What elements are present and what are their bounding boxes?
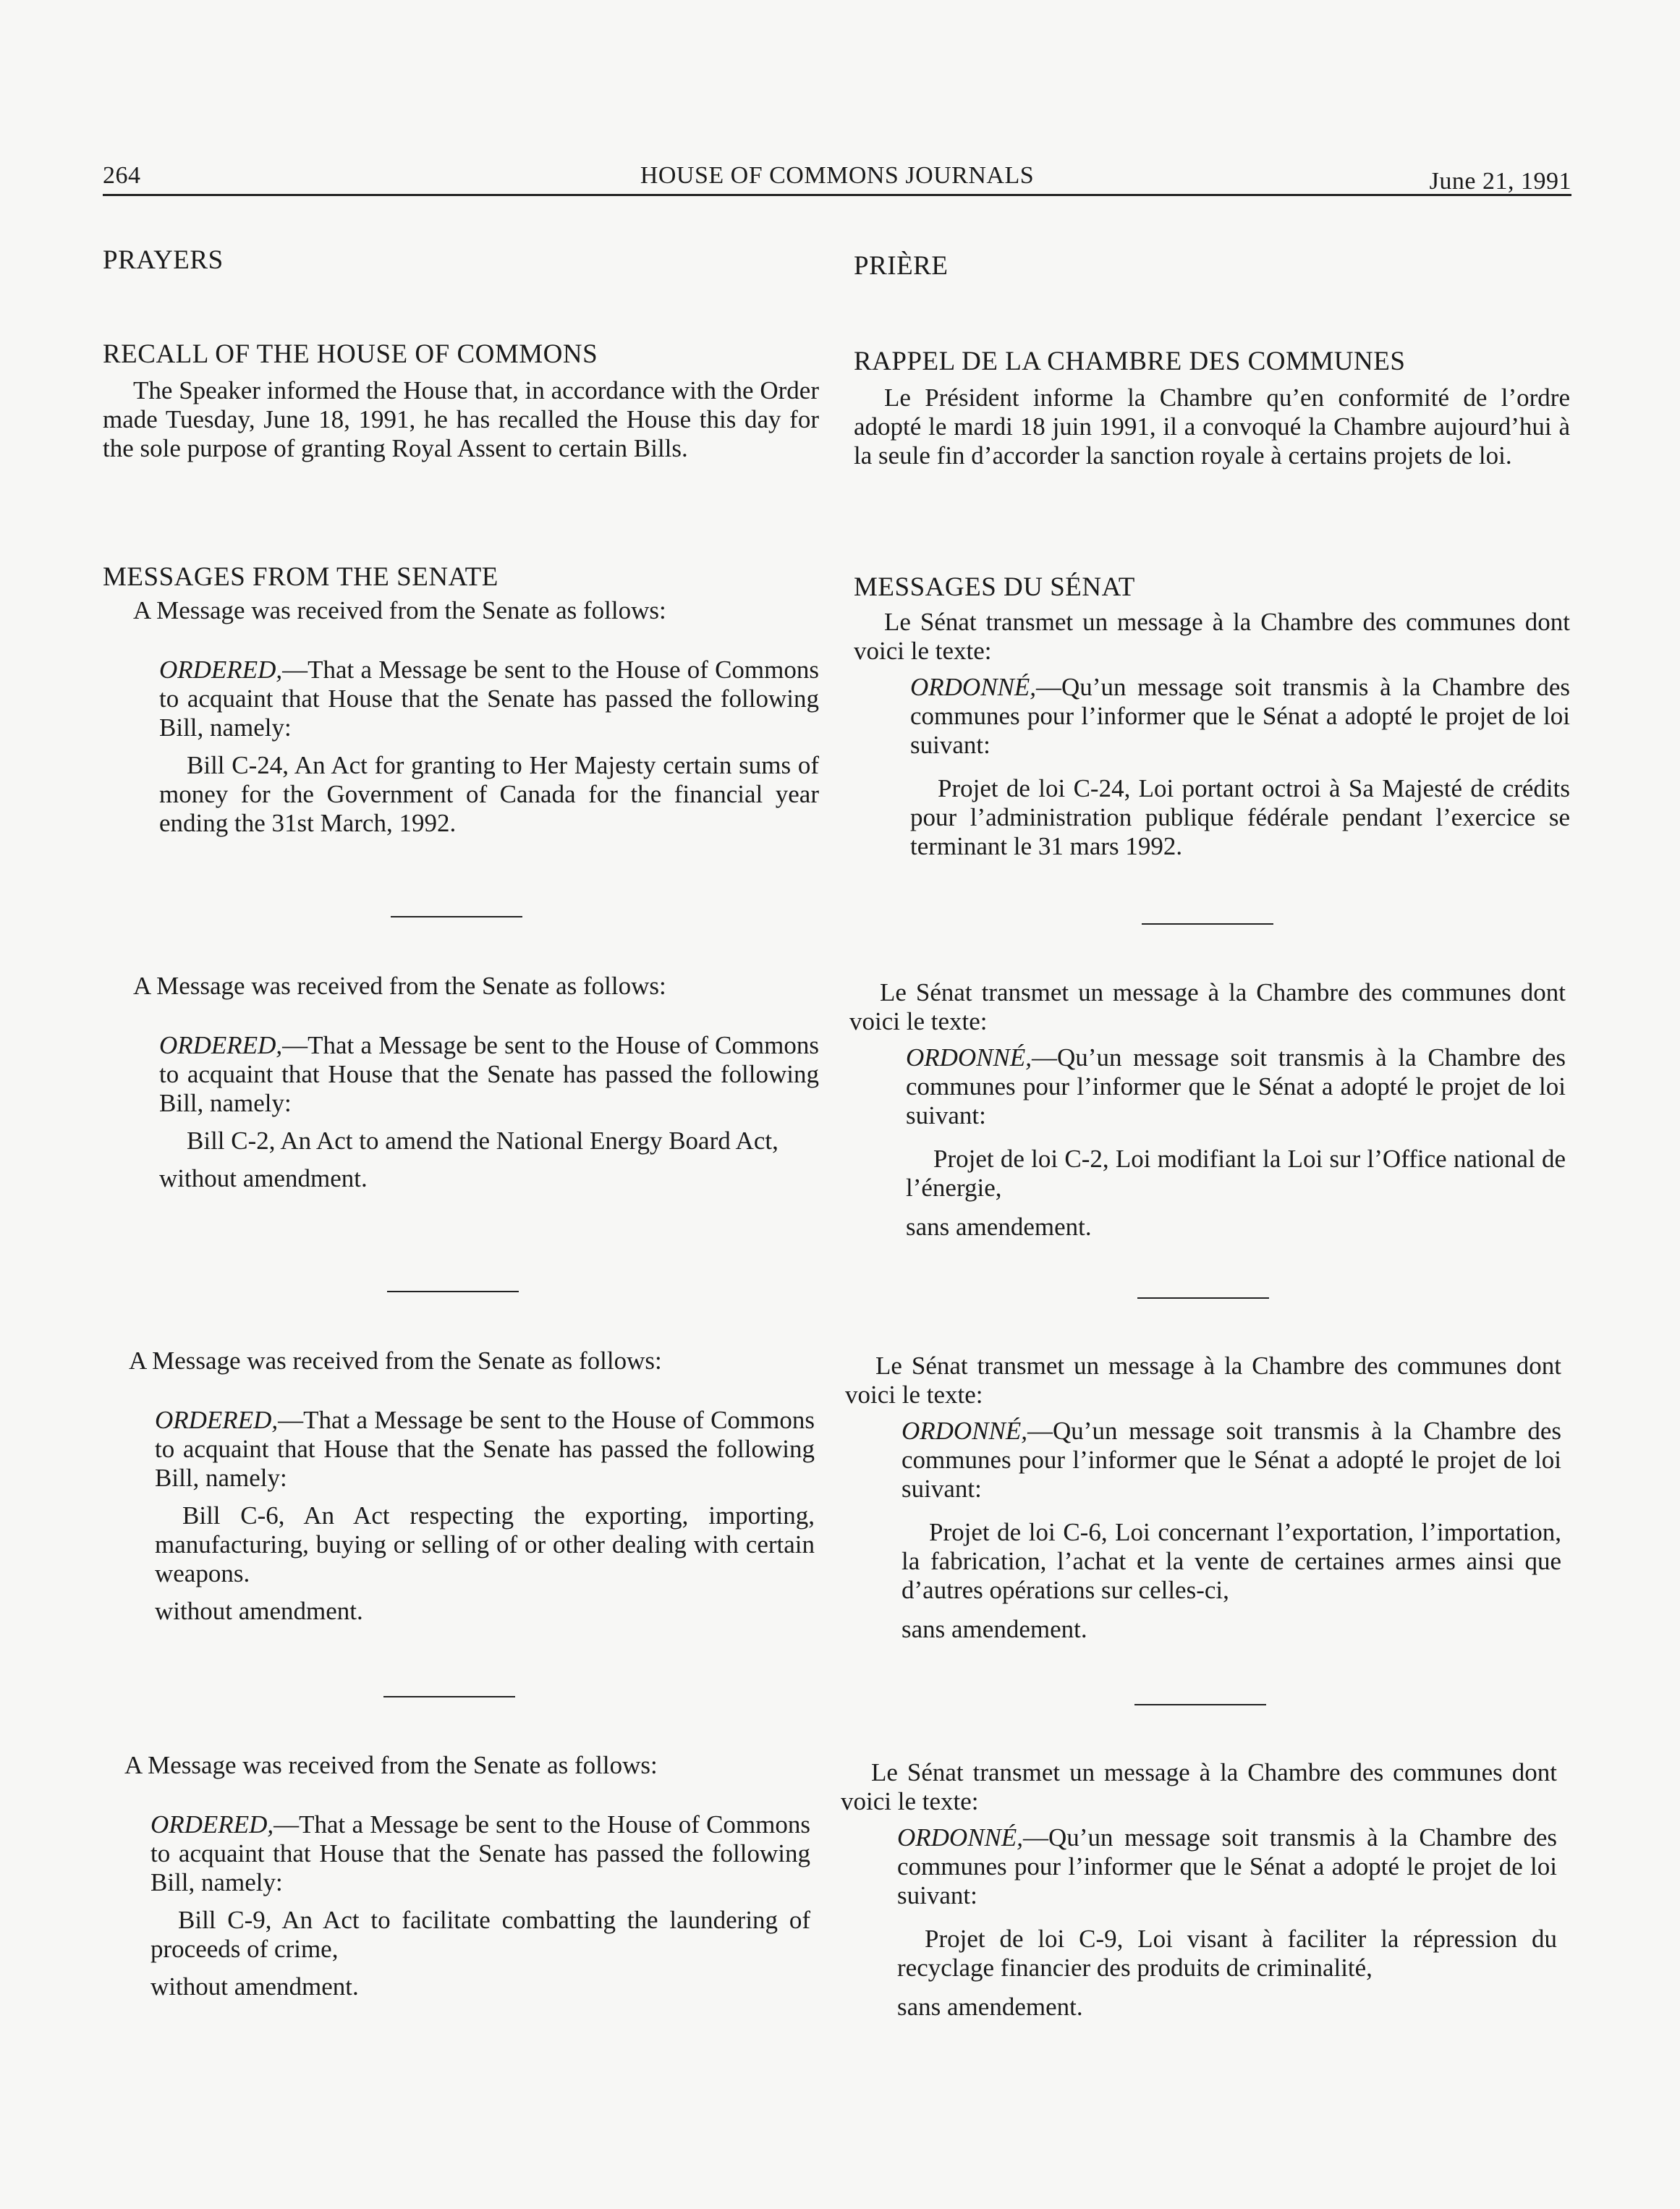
- english-message-2-bill: Bill C-2, An Act to amend the National Energy Board Act,: [187, 1127, 779, 1155]
- french-message-3-intro: Le Sénat transmet un message à la Chambre des communes dont voici le texte:: [845, 1352, 1561, 1409]
- french-message-1-bill: Projet de loi C-24, Loi portant octroi à Sa Majesté de crédits pour l’administration publique fédérale pendant l’exercice se terminant le 31 mars 1992.: [910, 774, 1570, 860]
- english-prayers-block: [103, 246, 819, 275]
- french-recall-text: Le Président informe la Chambre qu’en conformité de l’ordre adopté le mardi 18 juin 1991, il a convoqué la Chambre aujourd’hui à la seule fin d’accorder la sanction royale à certains projets de loi.: [854, 383, 1570, 470]
- ordered-text: —That a Message be sent to the House of Commons to acquaint that House that the Senate has passed the following Bill, namely:: [159, 656, 819, 742]
- english-message-4-ordered: [94, 1810, 810, 1897]
- ordered-label: ORDERED,: [150, 1810, 274, 1839]
- english-prayers-heading: PRAYERS: [103, 245, 224, 275]
- english-message-4-intro: A Message was received from the Senate as follows:: [124, 1751, 658, 1779]
- french-messages-heading: MESSAGES DU SÉNAT: [854, 572, 1135, 602]
- french-recall-block: [854, 347, 1570, 470]
- french-message-2: [849, 978, 1566, 1242]
- ordonne-label: ORDONNÉ,: [901, 1417, 1028, 1445]
- ordonne-label: ORDONNÉ,: [910, 673, 1037, 701]
- french-recall-heading: RAPPEL DE LA CHAMBRE DES COMMUNES: [854, 347, 1406, 376]
- english-message-2-ordered: [103, 1031, 819, 1118]
- french-message-2-intro: Le Sénat transmet un message à la Chambre des communes dont voici le texte:: [849, 978, 1566, 1035]
- english-message-2: [103, 972, 819, 1193]
- ordonne-label: ORDONNÉ,: [906, 1043, 1032, 1072]
- english-message-3: [98, 1347, 815, 1626]
- journal-date: June 21, 1991: [1429, 168, 1571, 195]
- english-message-3-ordered: [98, 1406, 815, 1493]
- english-recall-block: [103, 340, 819, 463]
- english-message-2-tail: without amendment.: [159, 1164, 368, 1192]
- french-message-1-ordered: [854, 673, 1570, 760]
- section-divider: [383, 1696, 515, 1697]
- section-divider: [1134, 1704, 1266, 1705]
- english-message-1-ordered: [103, 656, 819, 742]
- english-recall-heading: RECALL OF THE HOUSE OF COMMONS: [103, 339, 598, 369]
- french-message-3-bill: Projet de loi C-6, Loi concernant l’exportation, l’importation, la fabrication, l’achat et la vente de certaines armes ainsi que d’autres opérations sur celles-ci,: [901, 1518, 1561, 1604]
- french-message-2-tail: sans amendement.: [906, 1213, 1092, 1241]
- english-recall-text: The Speaker informed the House that, in accordance with the Order made Tuesday, June 18, 1991, he has recalled the House this day for the sole purpose of granting Royal Assent to certain Bills.: [103, 376, 819, 462]
- section-divider: [391, 916, 522, 917]
- french-message-4-bill: Projet de loi C-9, Loi visant à faciliter la répression du recyclage financier des produits de criminalité,: [897, 1925, 1557, 1982]
- ordered-text: —That a Message be sent to the House of Commons to acquaint that House that the Senate has passed the following Bill, namely:: [150, 1810, 810, 1896]
- ordonne-text: —Qu’un message soit transmis à la Chambre des communes pour l’informer que le Sénat a adopté le projet de loi suivant:: [910, 673, 1570, 759]
- french-message-4-tail: sans amendement.: [897, 1993, 1083, 2021]
- english-message-4-bill: Bill C-9, An Act to facilitate combatting the laundering of proceeds of crime,: [150, 1906, 810, 1963]
- english-messages-block: [103, 563, 819, 838]
- section-divider: [387, 1291, 519, 1292]
- english-message-1-bill: Bill C-24, An Act for granting to Her Majesty certain sums of money for the Government of Canada for the financial year ending the 31st March, 1992.: [159, 751, 819, 837]
- french-message-2-ordered: [849, 1043, 1566, 1130]
- french-message-3-tail: sans amendement.: [901, 1615, 1087, 1643]
- running-header: [103, 153, 1571, 196]
- english-message-1-intro: A Message was received from the Senate as follows:: [133, 596, 666, 624]
- ordonne-text: —Qu’un message soit transmis à la Chambre des communes pour l’informer que le Sénat a adopté le projet de loi suivant:: [906, 1043, 1566, 1129]
- ordered-label: ORDERED,: [159, 656, 283, 684]
- ordered-label: ORDERED,: [159, 1031, 283, 1059]
- ordonne-label: ORDONNÉ,: [897, 1823, 1024, 1852]
- ordered-text: —That a Message be sent to the House of Commons to acquaint that House that the Senate has passed the following Bill, namely:: [159, 1031, 819, 1117]
- english-message-4: [94, 1751, 810, 2001]
- ordered-text: —That a Message be sent to the House of Commons to acquaint that House that the Senate has passed the following Bill, namely:: [155, 1406, 815, 1492]
- ordered-label: ORDERED,: [155, 1406, 279, 1434]
- section-divider: [1137, 1297, 1269, 1299]
- journal-title: HOUSE OF COMMONS JOURNALS: [640, 162, 1035, 189]
- page-number: 264: [103, 162, 141, 189]
- french-message-4-intro: Le Sénat transmet un message à la Chambre des communes dont voici le texte:: [841, 1758, 1557, 1815]
- french-message-4: [841, 1758, 1557, 2022]
- section-divider: [1142, 923, 1273, 925]
- french-prayers-heading: PRIÈRE: [854, 251, 949, 281]
- ordonne-text: —Qu’un message soit transmis à la Chambre des communes pour l’informer que le Sénat a adopté le projet de loi suivant:: [901, 1417, 1561, 1503]
- french-message-3: [845, 1352, 1561, 1644]
- french-message-2-bill: Projet de loi C-2, Loi modifiant la Loi sur l’Office national de l’énergie,: [906, 1145, 1566, 1202]
- french-message-4-ordered: [841, 1823, 1557, 1910]
- english-message-4-tail: without amendment.: [150, 1972, 359, 2001]
- english-messages-heading: MESSAGES FROM THE SENATE: [103, 562, 499, 592]
- french-message-3-ordered: [845, 1417, 1561, 1504]
- english-message-2-intro: A Message was received from the Senate as follows:: [133, 972, 666, 1000]
- ordonne-text: —Qu’un message soit transmis à la Chambre des communes pour l’informer que le Sénat a adopté le projet de loi suivant:: [897, 1823, 1557, 1909]
- english-message-3-bill: Bill C-6, An Act respecting the exporting, importing, manufacturing, buying or selling of or other dealing with certain weapons.: [155, 1501, 815, 1587]
- french-prayers-block: [854, 252, 1570, 281]
- french-message-1-intro: Le Sénat transmet un message à la Chambre des communes dont voici le texte:: [854, 608, 1570, 665]
- french-messages-block: [854, 573, 1570, 861]
- english-message-3-intro: A Message was received from the Senate as follows:: [129, 1347, 662, 1375]
- english-message-3-tail: without amendment.: [155, 1597, 363, 1625]
